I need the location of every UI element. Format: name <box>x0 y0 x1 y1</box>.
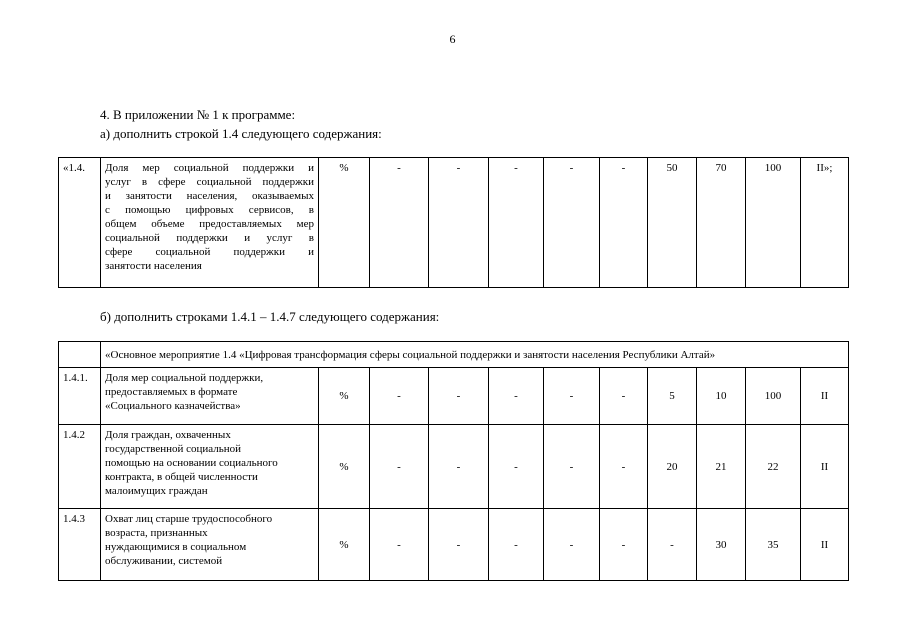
value-cell: - <box>429 509 489 581</box>
value-cell: - <box>600 368 648 425</box>
table-row <box>59 368 849 425</box>
value-cell: - <box>600 509 648 581</box>
method-cell: II <box>801 509 849 581</box>
item-a-text: а) дополнить строкой 1.4 следующего содержания: <box>100 126 382 141</box>
indicator-table-1 <box>58 157 849 288</box>
value-cell: 21 <box>697 425 746 509</box>
empty-cell <box>59 342 101 368</box>
value-cell: - <box>544 509 600 581</box>
value-cell: - <box>370 158 429 288</box>
unit-cell: % <box>319 368 370 425</box>
row-number: «1.4. <box>59 158 101 288</box>
value-cell: - <box>370 368 429 425</box>
row-number: 1.4.3 <box>59 509 101 581</box>
method-cell: II <box>801 368 849 425</box>
indicator-description: Охват лиц старше трудоспособного возраста, признанных нуждающимися в социальном обслуживании, системой <box>101 509 319 581</box>
value-cell: - <box>370 509 429 581</box>
unit-cell: % <box>319 509 370 581</box>
value-cell: 70 <box>697 158 746 288</box>
value-cell: - <box>489 368 544 425</box>
main-activity-header: «Основное мероприятие 1.4 «Цифровая трансформация сферы социальной поддержки и занятости населения Республики Алтай» <box>101 342 849 368</box>
value-cell: 100 <box>746 368 801 425</box>
section-4-title: 4. В приложении № 1 к программе: <box>100 107 296 122</box>
table-row <box>59 509 849 581</box>
value-cell: - <box>429 368 489 425</box>
value-cell: - <box>489 425 544 509</box>
value-cell: 30 <box>697 509 746 581</box>
value-cell: - <box>489 158 544 288</box>
value-cell: - <box>370 425 429 509</box>
value-cell: - <box>489 509 544 581</box>
indicator-description: Доля мер социальной поддержки, предоставляемых в формате «Социального казначейства» <box>101 368 319 425</box>
value-cell: - <box>429 425 489 509</box>
value-cell: - <box>600 425 648 509</box>
indicator-description: Доля мер социальной поддержки и услуг в сфере социальной поддержки и занятости населения, оказываемых с помощью цифровых сервисов, в общем объеме предоставляемых мер социальной поддержки и услуг в сфере социальной поддержки и занятости населения <box>101 158 319 288</box>
method-cell: II <box>801 425 849 509</box>
unit-cell: % <box>319 425 370 509</box>
table-row <box>59 425 849 509</box>
value-cell: 5 <box>648 368 697 425</box>
value-cell: 22 <box>746 425 801 509</box>
value-cell: - <box>544 368 600 425</box>
unit-cell: % <box>319 158 370 288</box>
value-cell: 100 <box>746 158 801 288</box>
row-number: 1.4.1. <box>59 368 101 425</box>
value-cell: 20 <box>648 425 697 509</box>
value-cell: 35 <box>746 509 801 581</box>
indicator-table-2 <box>58 341 849 581</box>
method-cell: II»; <box>801 158 849 288</box>
value-cell: 50 <box>648 158 697 288</box>
row-number: 1.4.2 <box>59 425 101 509</box>
value-cell: - <box>648 509 697 581</box>
table-header-row <box>59 342 849 368</box>
table-row <box>59 158 849 288</box>
indicator-description: Доля граждан, охваченных государственной социальной помощью на основании социального контракта, в общей численности малоимущих граждан <box>101 425 319 509</box>
item-b-text: б) дополнить строками 1.4.1 – 1.4.7 следующего содержания: <box>100 309 440 324</box>
value-cell: - <box>429 158 489 288</box>
value-cell: - <box>600 158 648 288</box>
page-number: 6 <box>449 32 456 46</box>
value-cell: 10 <box>697 368 746 425</box>
value-cell: - <box>544 158 600 288</box>
value-cell: - <box>544 425 600 509</box>
